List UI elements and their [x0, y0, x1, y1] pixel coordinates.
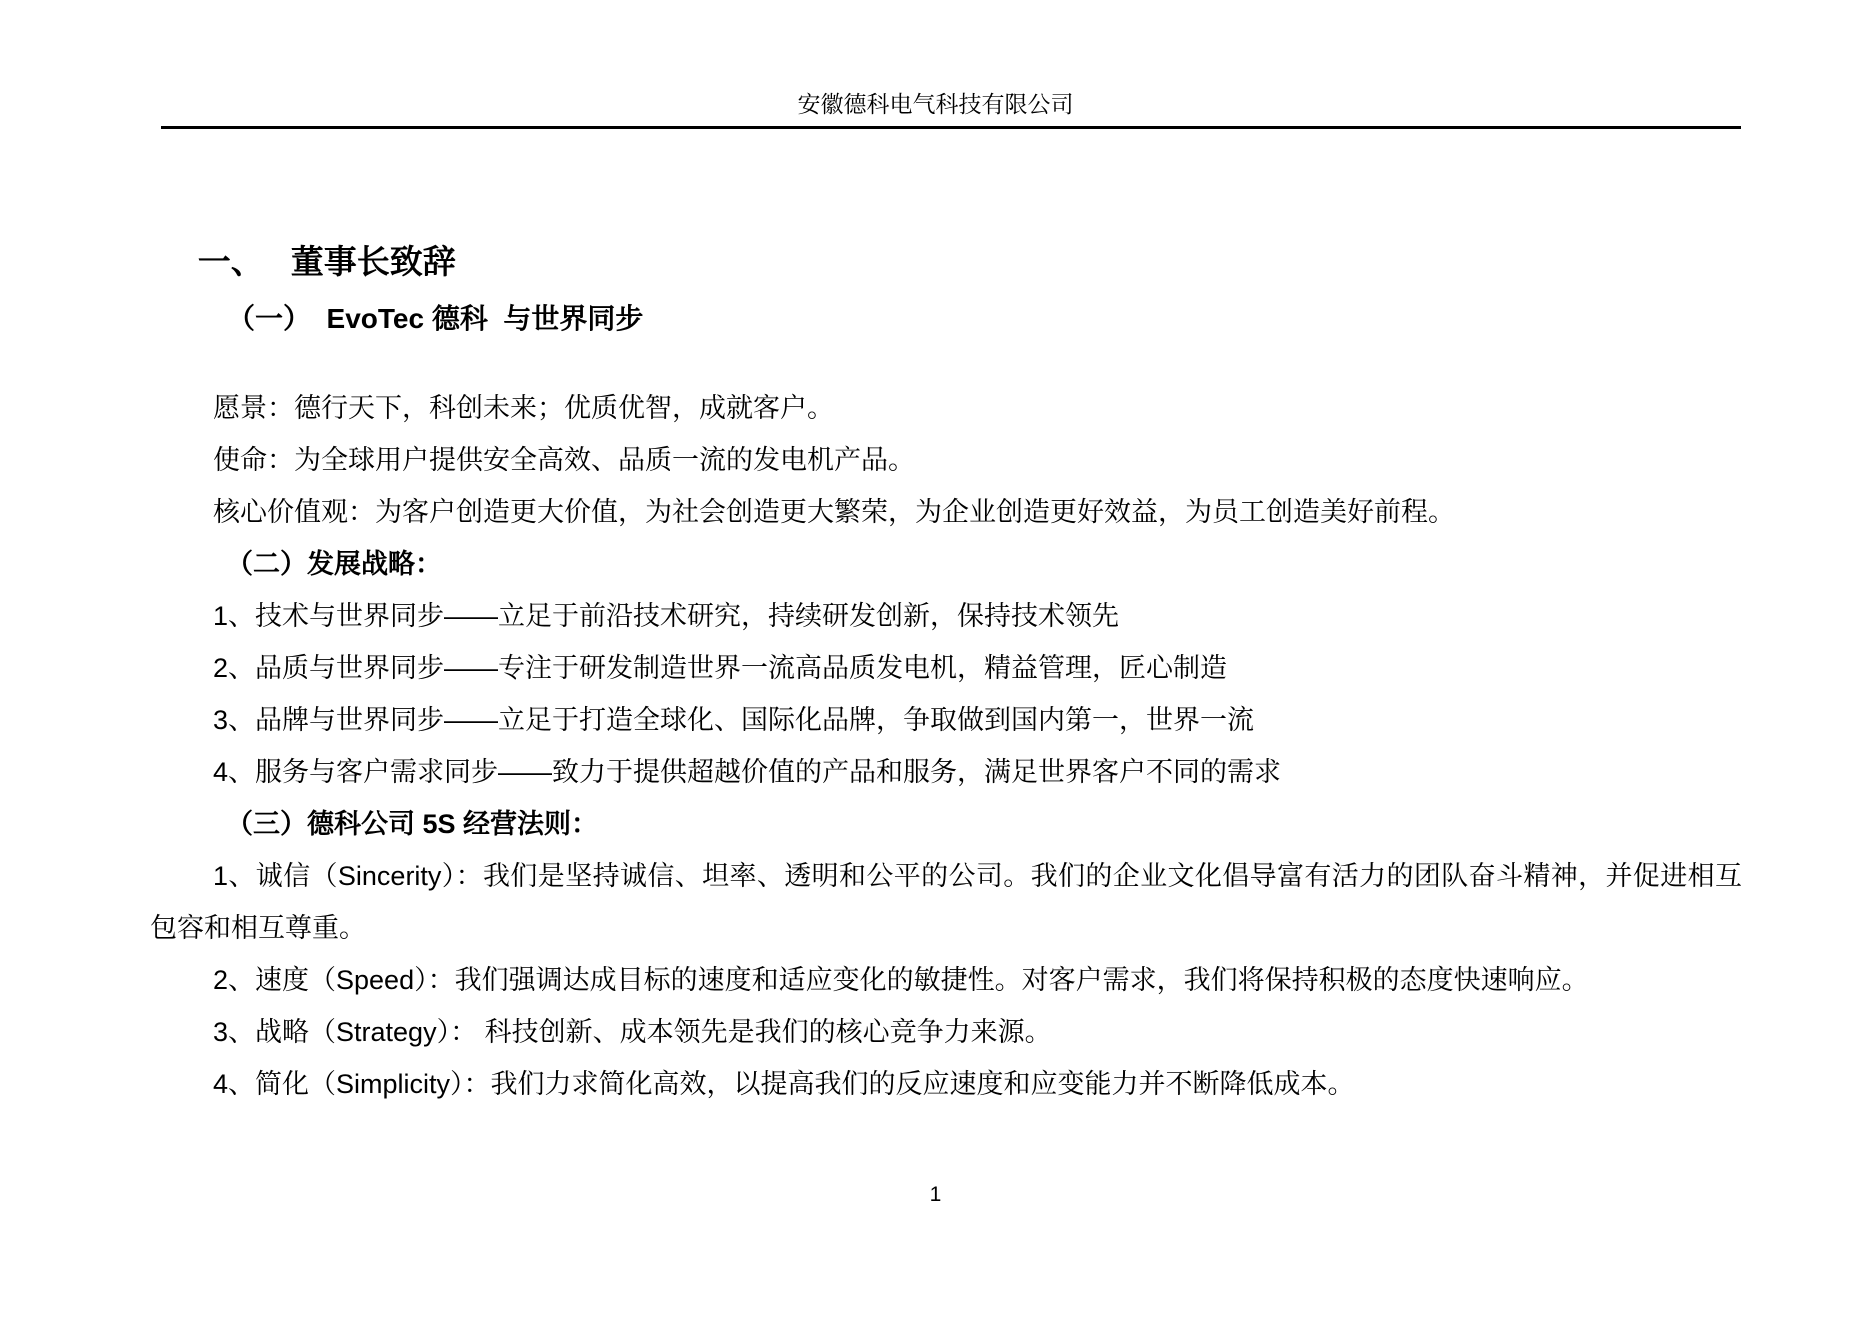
paragraph-5s-2-speed: 2、速度（Speed）：我们强调达成目标的速度和适应变化的敏捷性。对客户需求，我们将保持积极的态度快速响应。: [213, 965, 1589, 995]
header-rule: [161, 126, 1741, 129]
header-company-name: 安徽德科电气科技有限公司: [797, 92, 1074, 117]
document-body: [150, 382, 1742, 1110]
paragraph-strategy-3-brand: 3、品牌与世界同步——立足于打造全球化、国际化品牌，争取做到国内第一，世界一流: [213, 705, 1255, 735]
section-heading-5s-principles: （三）德科公司 5S 经营法则：: [226, 809, 599, 839]
paragraph-core-values: 核心价值观：为客户创造更大价值，为社会创造更大繁荣，为企业创造更好效益，为员工创造美好前程。: [213, 497, 1455, 527]
paragraph-vision: 愿景：德行天下，科创未来；优质优智，成就客户。: [213, 393, 834, 423]
paragraph-5s-3-strategy: 3、战略（Strategy）： 科技创新、成本领先是我们的核心竞争力来源。: [213, 1017, 1052, 1047]
paragraph-strategy-1-technology: 1、技术与世界同步——立足于前沿技术研究，持续研发创新，保持技术领先: [213, 601, 1120, 631]
section-heading-evotec: （一） EvoTec 德科 与世界同步: [227, 303, 644, 334]
paragraph-5s-1-sincerity: 1、诚信（Sincerity）：我们是坚持诚信、坦率、透明和公平的公司。我们的企业文化倡导富有活力的团队奋斗精神，并促进相互包容和相互尊重。: [150, 861, 1742, 943]
page-number: 1: [929, 1183, 942, 1206]
paragraph-strategy-4-service: 4、服务与客户需求同步——致力于提供超越价值的产品和服务，满足世界客户不同的需求: [213, 757, 1282, 787]
paragraph-strategy-2-quality: 2、品质与世界同步——专注于研发制造世界一流高品质发电机，精益管理，匠心制造: [213, 653, 1228, 683]
paragraph-5s-4-simplicity: 4、简化（Simplicity）：我们力求简化高效，以提高我们的反应速度和应变能力并不断降低成本。: [213, 1069, 1355, 1099]
paragraph-mission: 使命：为全球用户提供安全高效、品质一流的发电机产品。: [213, 445, 915, 475]
page-title-number: 一、: [197, 243, 264, 280]
section-heading-development-strategy: （二）发展战略：: [226, 549, 442, 579]
page-title-text: 董事长致辞: [290, 243, 456, 280]
